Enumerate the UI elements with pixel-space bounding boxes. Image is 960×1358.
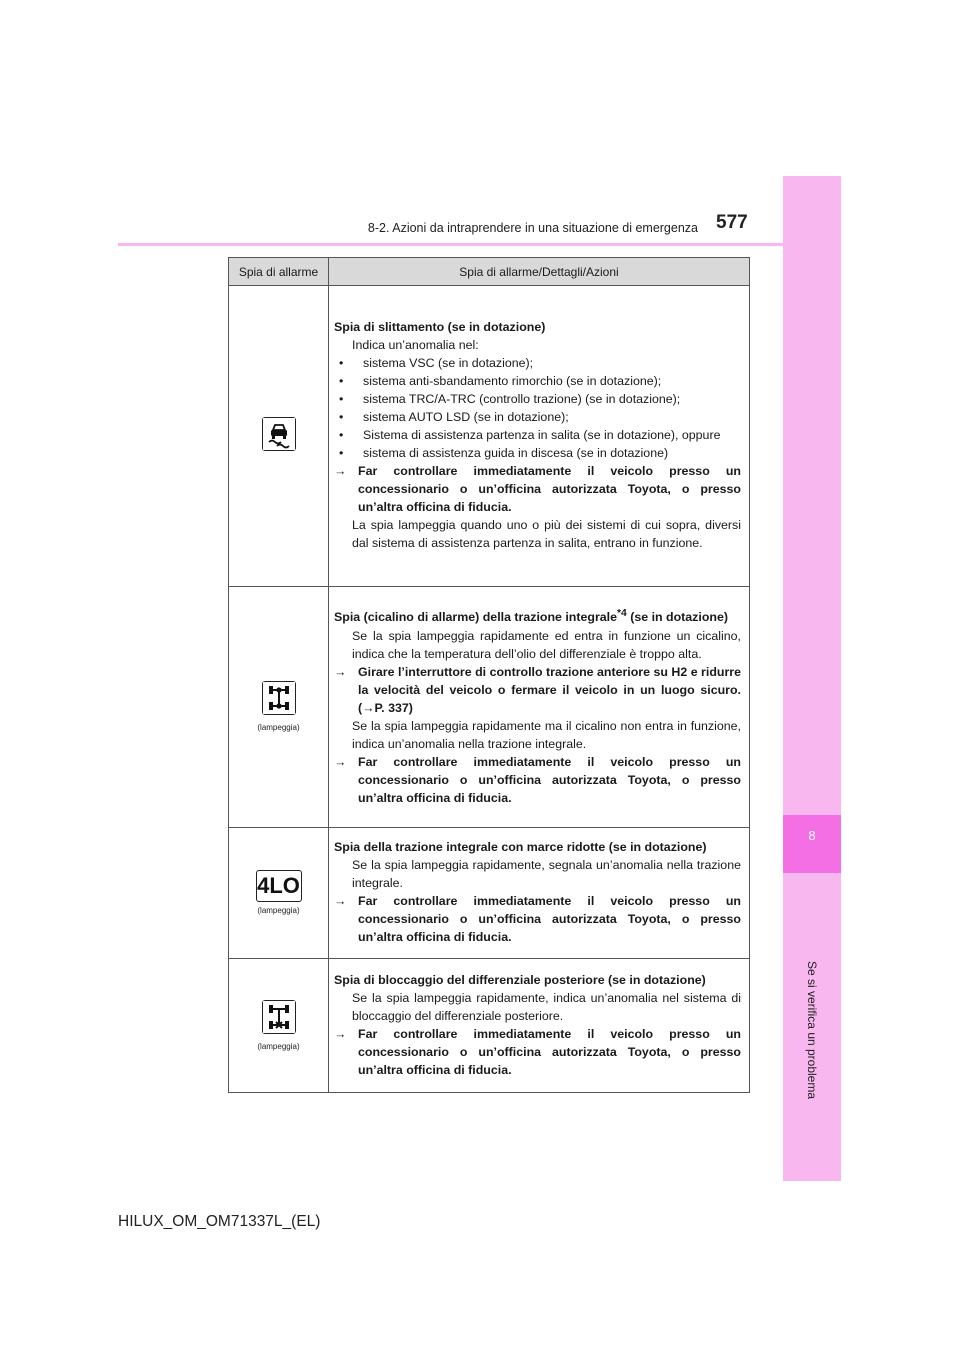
column-header-details: Spia di allarme/Dettagli/Azioni	[329, 258, 750, 286]
arrow-icon: →	[334, 894, 347, 908]
list-item: • sistema TRC/A-TRC (controllo trazione) (se in dotazione);	[339, 392, 681, 406]
row-description: Se la spia lampeggia rapidamente, indica un’anomalia nel sistema di bloccaggio del differenziale posteriore.	[352, 990, 741, 1023]
row-action: → Far controllare immediatamente il veicolo presso un concessionario o un’officina autorizzata Toyota, o presso un’altra officina di fiducia.	[334, 464, 741, 514]
row-note: La spia lampeggia quando uno o più dei sistemi di cui sopra, diversi dal sistema di assistenza partenza in salita, entrano in funzione.	[352, 518, 741, 550]
row-description: Se la spia lampeggia rapidamente ma il cicalino non entra in funzione, indica un’anomalia nella trazione integrale.	[352, 718, 741, 751]
row-description: Se la spia lampeggia rapidamente ed entra in funzione un cicalino, indica che la temperatura dell’olio del differenziale è troppo alta.	[352, 628, 741, 661]
table-header-row	[229, 258, 750, 286]
row-title: Spia (cicalino di allarme) della trazione integrale$^{*4}$ (se in dotazione)	[334, 608, 728, 625]
icon-note: (lampeggia)	[257, 723, 300, 732]
warning-lights-table	[228, 257, 750, 1093]
row-action: → Girare l’interruttore di controllo trazione anteriore su H2 e ridurre la velocità del veicolo o fermare il veicolo in un luogo sicuro. (→P. 337)	[334, 664, 741, 715]
page-number: 577	[716, 212, 748, 233]
details-cell	[329, 587, 750, 828]
row-action: → Far controllare immediatamente il veicolo presso un concessionario o un’officina autorizzata Toyota, o presso un’altra officina di fiducia.	[334, 754, 741, 805]
list-item: • sistema anti-sbandamento rimorchio (se in dotazione);	[339, 374, 662, 388]
row-action: → Far controllare immediatamente il veicolo presso un concessionario o un’officina autorizzata Toyota, o presso un’altra officina di fiducia.	[334, 1026, 741, 1077]
column-header-light: Spia di allarme	[229, 258, 329, 286]
list-item: • Sistema di assistenza partenza in salita (se in dotazione), oppure	[339, 428, 721, 442]
table-row	[229, 959, 750, 1093]
chapter-number-tab[interactable]	[783, 815, 841, 873]
arrow-icon: →	[334, 754, 347, 769]
row-intro: Indica un’anomalia nel:	[352, 338, 479, 352]
slip-indicator-icon	[262, 417, 296, 451]
table-row	[229, 587, 750, 828]
list-item: • sistema AUTO LSD (se in dotazione);	[339, 410, 569, 424]
icon-cell	[229, 959, 329, 1093]
rear-diff-lock-indicator-icon	[262, 1000, 296, 1034]
table-row	[229, 828, 750, 959]
icon-cell	[229, 286, 329, 587]
row-description: Se la spia lampeggia rapidamente, segnala un’anomalia nella trazione integrale.	[352, 858, 741, 890]
footnote-marker: *4	[617, 608, 627, 620]
list-item: • sistema VSC (se in dotazione);	[339, 356, 534, 370]
header-divider	[118, 243, 783, 246]
details-cell	[329, 828, 750, 959]
chapter-title: Se si verifica un problema	[805, 960, 819, 1100]
details-cell	[329, 959, 750, 1093]
details-cell	[329, 286, 750, 587]
document-code: HILUX_OM_OM71337L_(EL)	[118, 1213, 321, 1230]
arrow-icon: →	[334, 464, 347, 478]
table-row	[229, 286, 750, 587]
4wd-indicator-icon	[262, 681, 296, 715]
row-action: → Far controllare immediatamente il veicolo presso un concessionario o un’officina autorizzata Toyota, o presso un’altra officina di fiducia.	[334, 894, 741, 944]
page-reference-link[interactable]: (→P. 337)	[358, 700, 413, 715]
icon-note: (lampeggia)	[257, 906, 300, 915]
row-title: Spia della trazione integrale con marce ridotte (se in dotazione)	[334, 840, 707, 854]
section-title: 8-2. Azioni da intraprendere in una situazione di emergenza	[367, 221, 698, 235]
arrow-icon: →	[334, 664, 347, 679]
icon-cell	[229, 828, 329, 959]
chapter-number: 8	[808, 828, 816, 843]
row-title: Spia di slittamento (se in dotazione)	[334, 320, 546, 334]
row-title: Spia di bloccaggio del differenziale posteriore (se in dotazione)	[334, 972, 706, 987]
4lo-indicator-icon: 4LO	[256, 870, 302, 902]
list-item: • sistema di assistenza guida in discesa (se in dotazione)	[339, 446, 669, 460]
icon-note: (lampeggia)	[257, 1041, 300, 1051]
icon-cell	[229, 587, 329, 828]
arrow-icon: →	[334, 1026, 347, 1041]
